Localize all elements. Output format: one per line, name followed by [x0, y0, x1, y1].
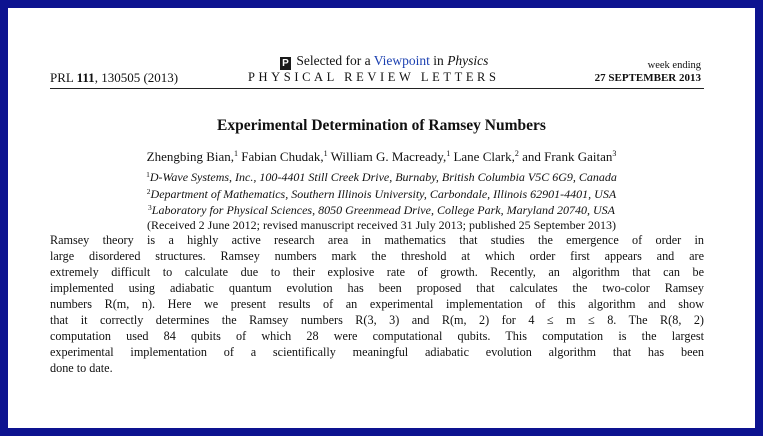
- abstract-line: extremely difficult to calculate due to their explosive rate of growth. Recently, an algorithm that can be: [50, 265, 704, 279]
- received-dates: (Received 2 June 2012; revised manuscript received 31 July 2013; published 25 September 2013): [147, 217, 616, 232]
- viewpoint-note: [280, 53, 488, 70]
- abstract-line: Ramsey theory is a highly active research area in mathematics that studies the emergence of order in: [50, 233, 704, 247]
- header-rule: [50, 88, 704, 89]
- abstract-line: done to date.: [50, 361, 113, 375]
- abstract-line: that it correctly determines the Ramsey numbers R(3, 3) and R(m, 2) for 4 ≤ m ≤ 8. The R(8, 2): [50, 313, 704, 327]
- affiliation: $^2$Department of Mathematics, Southern Illinois University, Carbondale, Illinois 62901-4401, USA: [146, 186, 617, 201]
- viewpoint-prefix: Selected for a: [296, 53, 371, 68]
- author: Zhengbing Bian,$^1$: [146, 149, 239, 164]
- abstract-line: large disordered structures. Ramsey numbers mark the threshold at which order first appears and are: [50, 249, 704, 263]
- abstract-line: computation used 84 qubits of which 28 were computational qubits. This computation is the largest: [50, 329, 704, 343]
- author: Lane Clark,$^2$: [453, 149, 519, 164]
- viewpoint-journal: Physics: [447, 53, 489, 68]
- viewpoint-middle: in: [433, 53, 444, 68]
- paper-page: [8, 8, 755, 428]
- citation: [50, 70, 178, 86]
- citation-volume: 111: [76, 70, 95, 85]
- viewpoint-link[interactable]: Viewpoint: [373, 53, 430, 68]
- affiliation: $^3$Laboratory for Physical Sciences, 8050 Greenmead Drive, College Park, Maryland 20740, USA: [148, 203, 615, 217]
- abstract-line: numbers R(m, n). Here we present results of an experimental implementation of this algorithm and show: [50, 297, 704, 311]
- week-date: 27 SEPTEMBER 2013: [594, 72, 701, 84]
- week-label: week ending: [647, 60, 701, 71]
- citation-suffix: , 130505 (2013): [94, 70, 179, 85]
- physics-p-icon: P: [280, 57, 291, 70]
- author: Fabian Chudak,$^1$: [241, 149, 328, 164]
- abstract-line: implemented using adiabatic quantum evolution has been proposed that calculates the two-color Ramsey: [50, 281, 704, 295]
- paper-title: Experimental Determination of Ramsey Numbers: [217, 117, 546, 134]
- week-ending: [595, 60, 701, 84]
- author: and Frank Gaitan$^3$: [522, 149, 617, 164]
- citation-prefix: PRL: [50, 70, 74, 85]
- abstract: [50, 232, 704, 376]
- affiliation: $^1$D-Wave Systems, Inc., 100-4401 Still Creek Drive, Burnaby, British Columbia V5C 6G9, Canada: [146, 170, 617, 184]
- author-list: [8, 149, 755, 165]
- abstract-line: experimental implementation of a scientifically meaningful adiabatic evolution algorithm that has been: [50, 345, 704, 359]
- affiliations: [8, 168, 755, 232]
- journal-name: PHYSICAL REVIEW LETTERS: [248, 70, 500, 84]
- author: William G. Macready,$^1$: [330, 149, 451, 164]
